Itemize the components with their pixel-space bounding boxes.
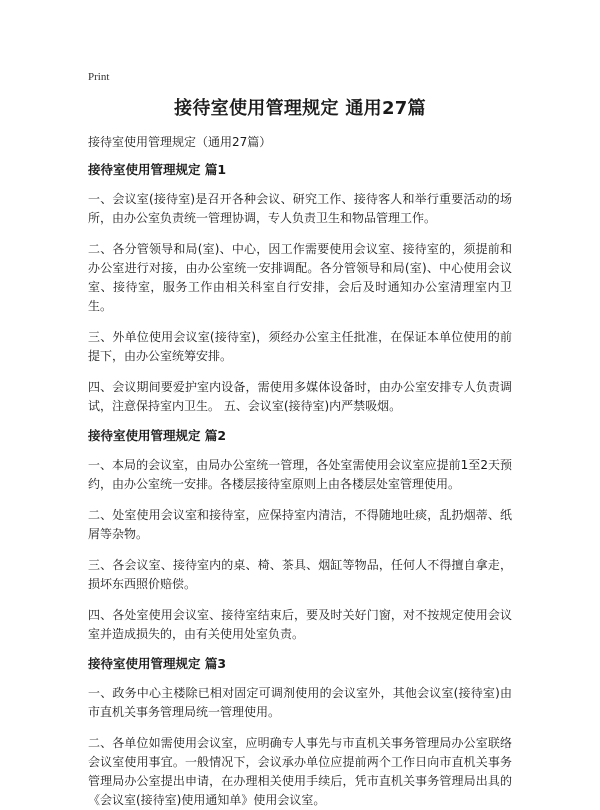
section-1-paragraph-1: 一、会议室(接待室)是召开各种会议、研究工作、接待客人和举行重要活动的场所，由办公室负责统一管理协调，专人负责卫生和物品管理工作。 [88,192,512,225]
section-1-paragraph-3: 三、外单位使用会议室(接待室)，须经办公室主任批准，在保证本单位使用的前提下，由办公室统筹安排。 [88,330,512,363]
section-2-paragraph-4: 四、各处室使用会议室、接待室结束后，要及时关好门窗，对不按规定使用会议室并造成损失的，由有关使用处室负责。 [88,608,512,641]
section-2-paragraph-2: 二、处室使用会议室和接待室，应保持室内清洁，不得随地吐痰，乱扔烟蒂、纸屑等杂物。 [88,508,512,541]
section-heading-3: 接待室使用管理规定 篇3 [88,656,227,671]
section-2-paragraph-3: 三、各会议室、接待室内的桌、椅、茶具、烟缸等物品，任何人不得擅自拿走，损坏东西照价赔偿。 [88,558,512,591]
section-1-paragraph-2: 二、各分管领导和局(室)、中心，因工作需要使用会议室、接待室的，须提前和办公室进行对接，由办公室统一安排调配。各分管领导和局(室)、中心使用会议室、接待室，服务工作由相关科室自行安排，会后及时通知办公室清理室内卫生。 [88,242,512,313]
section-3-paragraph-2: 二、各单位如需使用会议室，应明确专人事先与市直机关事务管理局办公室联络会议室使用事宜。一般情况下，会议承办单位应提前两个工作日向市直机关事务管理局办公室提出申请，在办理相关使用手续后，凭市直机关事务管理局出具的《会议室(接待室)使用通知单》使用会议室。 [88,736,512,807]
document-title: 接待室使用管理规定 通用27篇 [174,98,426,119]
section-heading-2: 接待室使用管理规定 篇2 [88,428,227,443]
section-2-paragraph-1: 一、本局的会议室，由局办公室统一管理，各处室需使用会议室应提前1至2天预约，由办公室统一安排。各楼层接待室原则上由各楼层处室管理使用。 [88,458,512,491]
section-heading-1: 接待室使用管理规定 篇1 [88,162,227,177]
print-label: Print [88,71,110,83]
document-subtitle: 接待室使用管理规定（通用27篇） [88,135,272,149]
section-3-paragraph-1: 一、政务中心主楼除已相对固定可调剂使用的会议室外，其他会议室(接待室)由市直机关事务管理局统一管理使用。 [88,686,512,719]
section-1-paragraph-4: 四、会议期间要爱护室内设备，需使用多媒体设备时，由办公室安排专人负责调试，注意保持室内卫生。 五、会议室(接待室)内严禁吸烟。 [88,380,512,413]
